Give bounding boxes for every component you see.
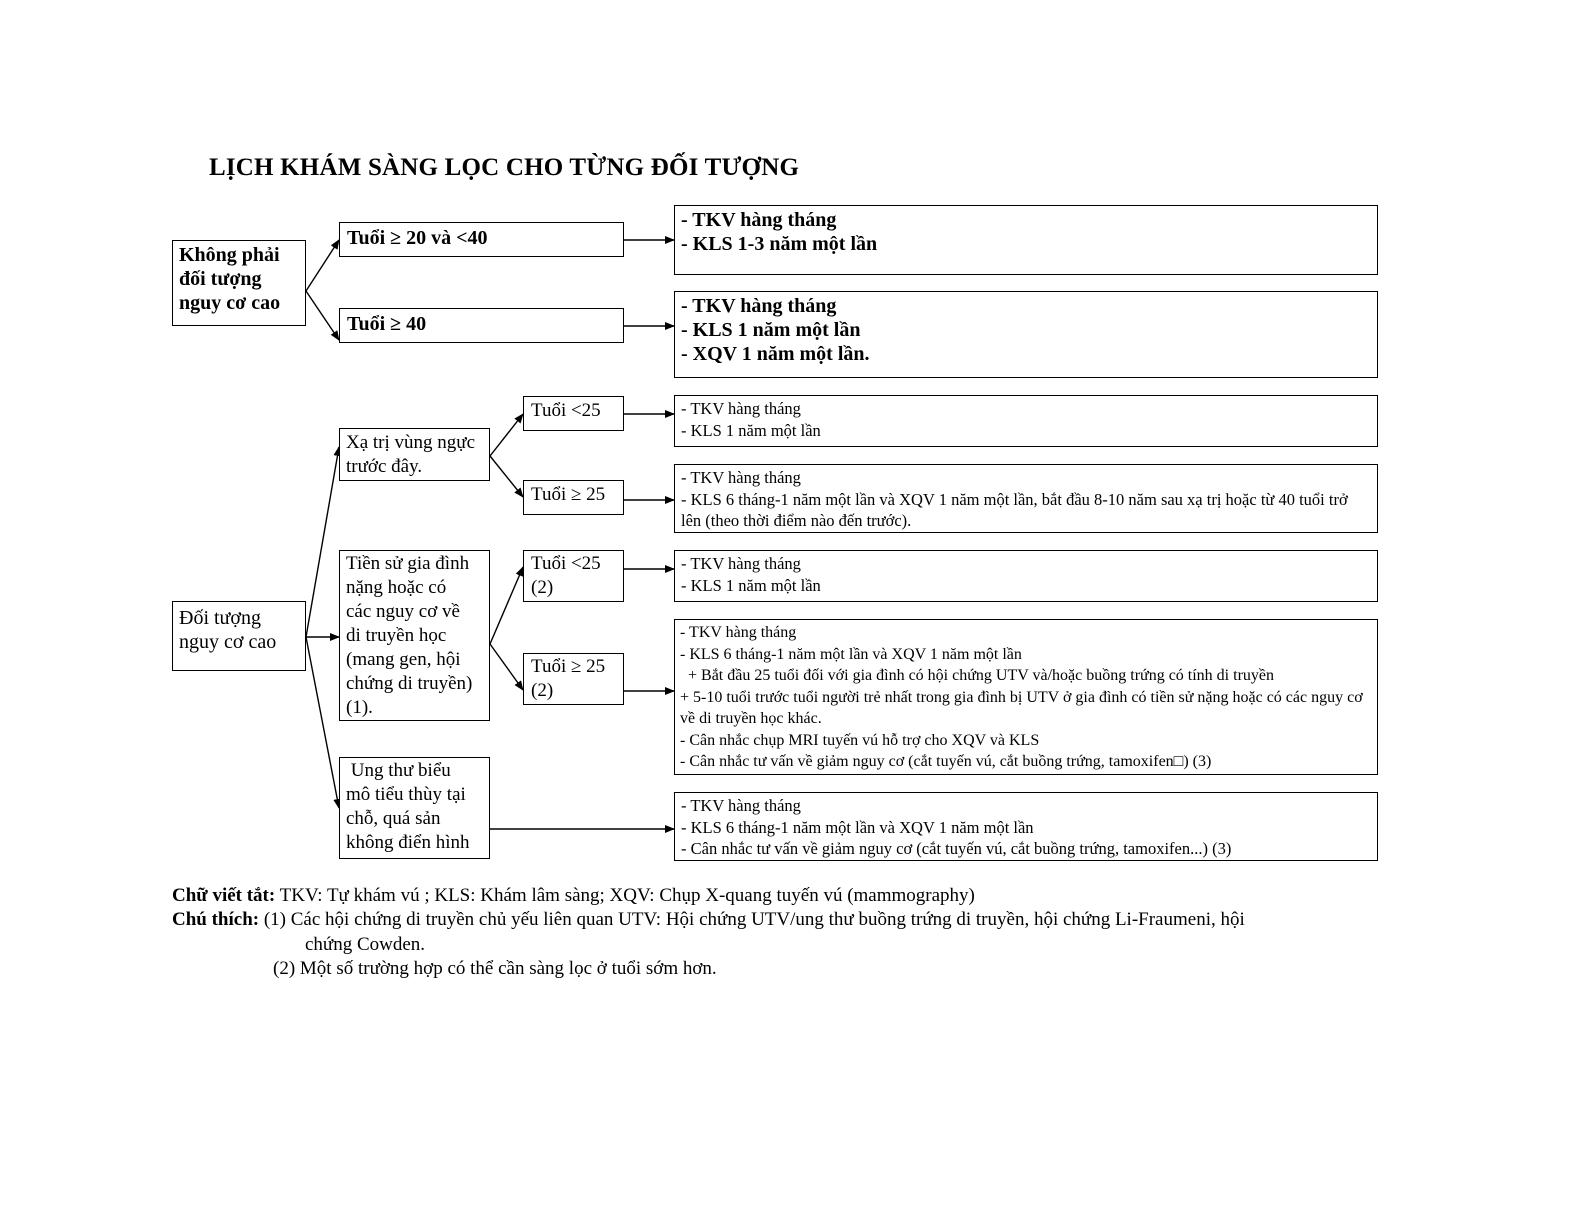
page-title: LỊCH KHÁM SÀNG LỌC CHO TỪNG ĐỐI TƯỢNG (209, 154, 800, 181)
footnote-2: (2) Một số trường hợp có thể cần sàng lọc ở tuổi sớm hơn. (273, 958, 717, 979)
connector-arrow (306, 637, 339, 808)
outcome-family-ge25: - TKV hàng tháng - KLS 6 tháng-1 năm một lần và XQV 1 năm một lần + Bắt đầu 25 tuổi đối với gia đình có hội chứng UTV và/hoặc buồng trứng có tính di truyền + 5-10 tuổi trước tuổi người trẻ nhất trong gia đình bị UTV ở gia đình có tiền sử nặng hoặc có các nguy cơ về di truyền học khác. - Cân nhắc chụp MRI tuyến vú hỗ trợ cho XQV và KLS - Cân nhắc tư vấn về giảm nguy cơ (cắt tuyến vú, cắt buồng trứng, tamoxifen□) (3) (674, 619, 1378, 775)
connector-arrow (490, 456, 523, 497)
outcome-age-20-40: - TKV hàng tháng - KLS 1-3 năm một lần (674, 205, 1378, 275)
outcome-age-40: - TKV hàng tháng - KLS 1 năm một lần - XQV 1 năm một lần. (674, 291, 1378, 378)
node-age-40: Tuổi ≥ 40 (339, 308, 624, 343)
node-rad-age-lt25: Tuổi <25 (523, 396, 624, 431)
footnote-1-continued: chứng Cowden. (305, 934, 426, 955)
outcome-radiation-ge25: - TKV hàng tháng - KLS 6 tháng-1 năm một lần và XQV 1 năm một lần, bắt đầu 8-10 năm sau xạ trị hoặc từ 40 tuổi trở lên (theo thời điểm nào đến trước). (674, 464, 1378, 533)
node-fam-age-lt25: Tuổi <25 (2) (523, 550, 624, 602)
node-fam-age-ge25: Tuổi ≥ 25 (2) (523, 653, 624, 705)
connector-arrow (490, 567, 523, 644)
connector-arrow (306, 291, 339, 340)
outcome-family-lt25: - TKV hàng tháng - KLS 1 năm một lần (674, 550, 1378, 602)
node-lcis: Ung thư biểu mô tiểu thùy tại chỗ, quá sản không điển hình (339, 757, 490, 859)
connector-arrow (306, 447, 339, 637)
node-family-history: Tiền sử gia đình nặng hoặc có các nguy cơ về di truyền học (mang gen, hội chứng di truyền) (1). (339, 550, 490, 721)
node-rad-age-ge25: Tuổi ≥ 25 (523, 480, 624, 515)
footnote-1: Chú thích: (1) Các hội chứng di truyền chủ yếu liên quan UTV: Hội chứng UTV/ung thư buồng trứng di truyền, hội chứng Li-Fraumeni, hội (172, 909, 1245, 930)
outcome-radiation-lt25: - TKV hàng tháng - KLS 1 năm một lần (674, 395, 1378, 447)
connector-arrow (490, 414, 523, 456)
abbreviations-note: Chữ viết tắt: TKV: Tự khám vú ; KLS: Khám lâm sàng; XQV: Chụp X-quang tuyến vú (mammography) (172, 885, 975, 906)
node-high-risk: Đối tượng nguy cơ cao (172, 601, 306, 671)
outcome-lcis: - TKV hàng tháng - KLS 6 tháng-1 năm một lần và XQV 1 năm một lần - Cân nhắc tư vấn về giảm nguy cơ (cắt tuyến vú, cắt buồng trứng, tamoxifen...) (3) (674, 792, 1378, 861)
node-age-20-40: Tuổi ≥ 20 và <40 (339, 222, 624, 257)
node-radiation: Xạ trị vùng ngực trước đây. (339, 428, 490, 481)
connector-arrow (306, 240, 339, 291)
node-not-high-risk: Không phải đối tượng nguy cơ cao (172, 240, 306, 326)
connector-arrow (490, 644, 523, 690)
